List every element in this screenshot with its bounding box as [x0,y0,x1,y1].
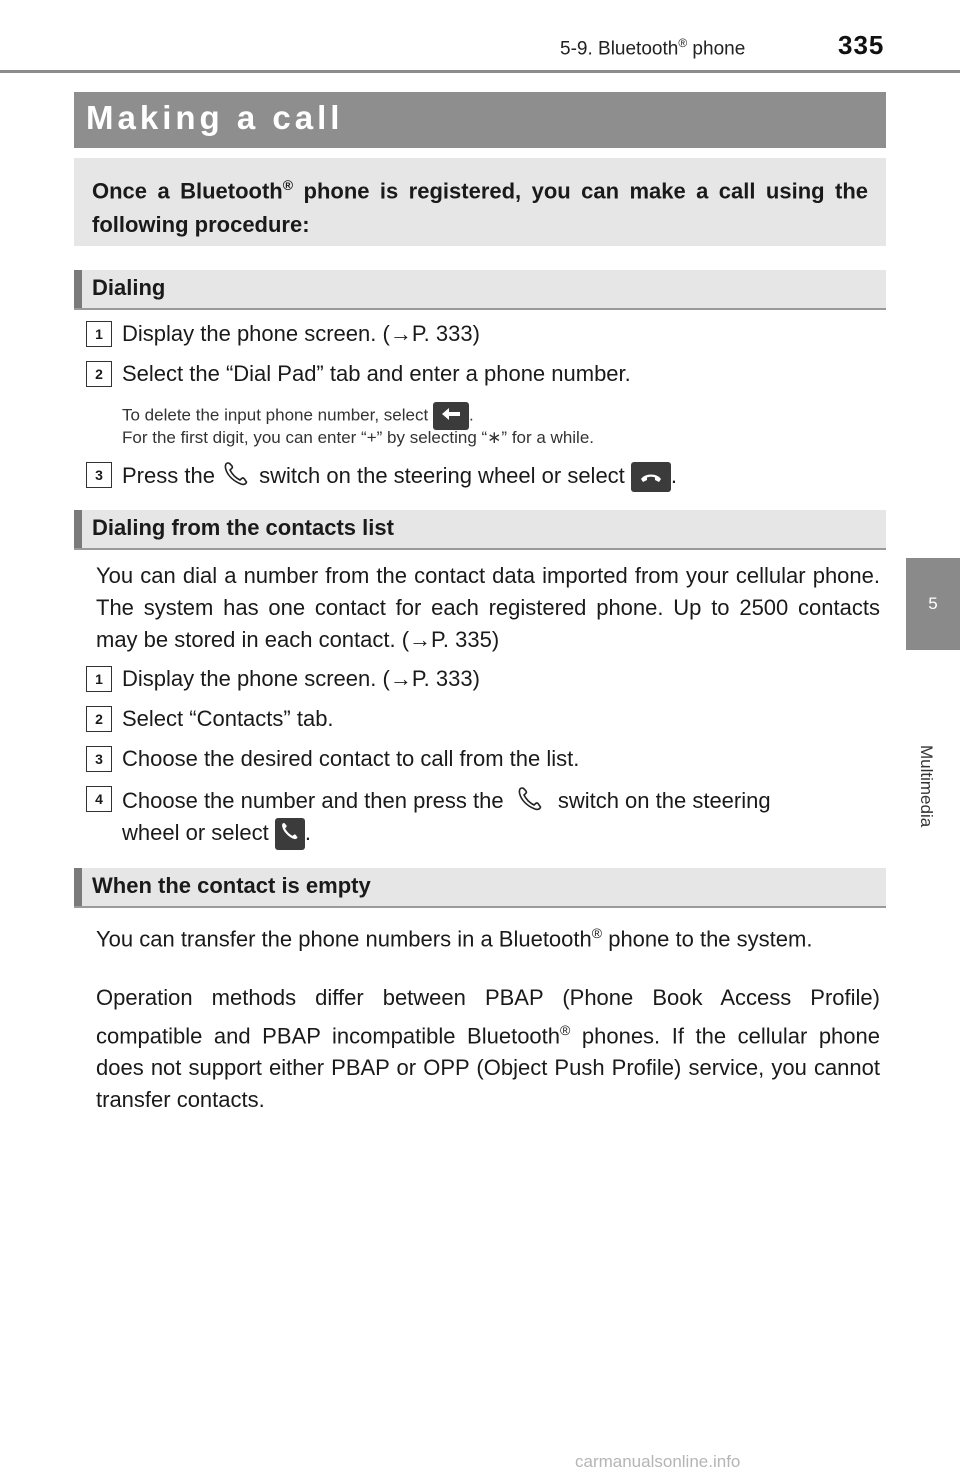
step-number: 3 [86,746,112,772]
step-number: 3 [86,462,112,488]
section-title-dialing: Dialing [92,275,166,300]
chapter-tab-number: 5 [906,558,960,650]
step-number: 2 [86,361,112,387]
step-text: Press the switch on the steering wheel or select . [122,460,677,494]
step-text: Choose the desired contact to call from the list. [122,746,580,771]
watermark: carmanualsonline.info [575,1452,741,1471]
call-handset-icon [631,462,671,492]
step-text-continued: wheel or select . [122,818,311,850]
section-title-contacts: Dialing from the contacts list [92,515,394,540]
step-number: 1 [86,321,112,347]
section-title-empty: When the contact is empty [92,873,371,898]
note-delete: To delete the input phone number, select . [122,402,474,430]
empty-paragraph-1: You can transfer the phone numbers in a Bluetooth® phone to the system. [96,925,813,952]
section-bar-dialing [74,270,886,310]
section-label: 5-9. Bluetooth® phone [560,36,746,60]
empty-paragraph-2: Operation methods differ between PBAP (Phone Book Access Profile) compatible and PBAP incompatible Bluetooth® phones. If the cellular phone does not support either PBAP or OPP (Object Push Profile) service, you cannot transfer contacts. [96,985,880,1113]
step-number: 1 [86,666,112,692]
step-number: 4 [86,786,112,812]
note-first-digit: For the first digit, you can enter “+” by selecting “∗” for a while. [122,428,595,447]
step-number: 2 [86,706,112,732]
page-number: 335 [838,30,885,60]
backspace-arrow-icon [433,402,469,430]
contacts-paragraph: You can dial a number from the contact data imported from your cellular phone. The system has one contact for each registered phone. Up to 2500 contacts may be stored in each contact. (→P. 335) [96,563,880,652]
step-text: Select the “Dial Pad” tab and enter a phone number. [122,361,631,386]
step-text: Choose the number and then press the switch on the steering [122,785,771,819]
step-text: Display the phone screen. (→P. 333) [122,666,480,691]
intro-text: Once a Bluetooth® phone is registered, you can make a call using the following procedure: [92,177,868,238]
call-handset-icon [275,818,305,850]
step-text: Select “Contacts” tab. [122,706,334,731]
step-text: Display the phone screen. (→P. 333) [122,321,480,346]
page-title: Making a call [86,99,344,136]
chapter-tab-label: Multimedia [917,745,936,828]
header-divider [0,70,960,73]
phone-handset-outline-icon [221,460,253,494]
phone-handset-outline-icon [510,785,552,819]
